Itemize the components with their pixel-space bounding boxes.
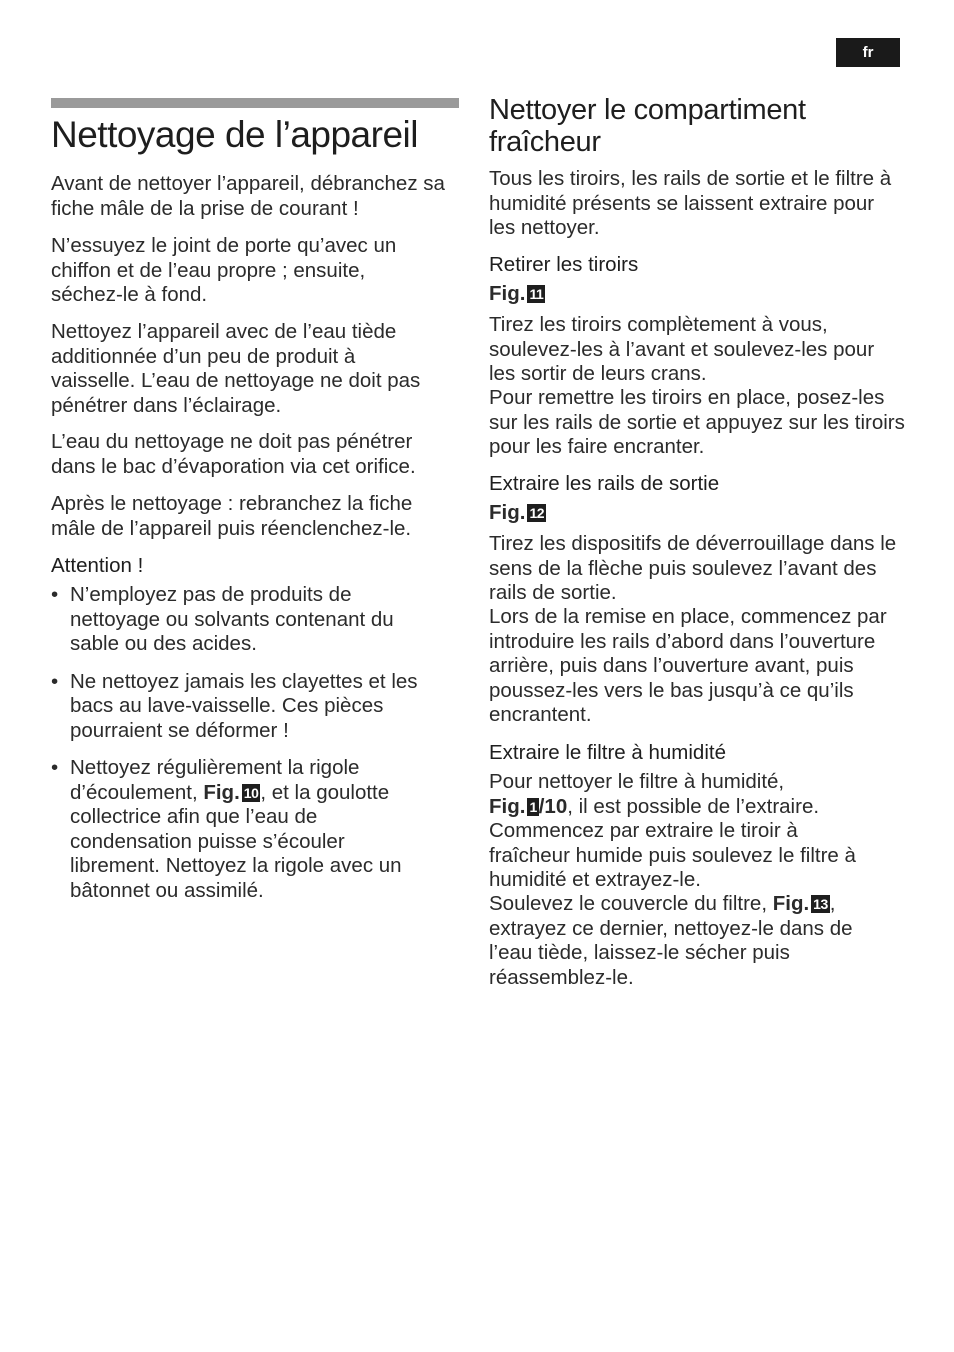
fig-reference: Fig.: [772, 892, 810, 915]
paragraph-filter-intro: [489, 770, 889, 819]
fig-number-badge: 1: [529, 798, 537, 815]
page-title: Nettoyage de l’appareil: [51, 114, 418, 155]
paragraph-door-seal: N’essuyez le joint de porte qu’avec un chiffon et de l’eau propre ; ensuite, séchez-le à fond.: [51, 234, 397, 306]
subheading-rails: Extraire les rails de sortie: [489, 472, 720, 495]
filter-cover-start: Soulevez le couvercle du filtre,: [489, 892, 768, 915]
fig-line: [489, 501, 546, 526]
section-title: Nettoyer le compartiment fraîcheur: [489, 94, 806, 158]
fig-suffix: /10: [538, 794, 568, 818]
list-item: • Ne nettoyez jamais les clayettes et les bacs au lave-vaisselle. Ces pièces pourraient se déformer !: [51, 670, 435, 744]
subheading-remove-drawers: Retirer les tiroirs: [489, 253, 639, 276]
paragraph-replace-drawers: Pour remettre les tiroirs en place, posez-les sur les rails de sortie et appuyez sur les tiroirs pour les faire encranter.: [489, 386, 905, 458]
bullet-text-start: Nettoyez régulièrement la rigole d’écoulement,: [70, 756, 360, 804]
attention-list: [51, 583, 441, 903]
paragraph-intro: Tous les tiroirs, les rails de sortie et le filtre à humidité présents se laissent extraire pour les nettoyer.: [489, 167, 892, 239]
fig-reference: Fig.: [489, 282, 526, 305]
subheading-humidity-filter: Extraire le filtre à humidité: [489, 741, 726, 764]
paragraph-after-cleaning: Après le nettoyage : rebranchez la fiche mâle de l’appareil puis réenclenchez-le.: [51, 492, 413, 540]
section-rule: [51, 98, 459, 108]
filter-line2: , il est possible de l’extraire.: [567, 794, 820, 818]
paragraph-filter-extract: Commencez par extraire le tiroir à fraîcheur humide puis soulevez le filtre à humidité et extrayez-le.: [489, 819, 856, 891]
filter-cover-end: , extrayez ce dernier, nettoyez-le dans de l’eau tiède, laissez-le sécher puis réassemblez-le.: [489, 892, 853, 989]
filter-line1: Pour nettoyer le filtre à humidité,: [489, 770, 785, 793]
fig-reference: Fig.: [203, 780, 240, 804]
paragraph-evaporation: L’eau du nettoyage ne doit pas pénétrer dans le bac d’évaporation via cet orifice.: [51, 430, 416, 478]
bullet-text-end: , et la goulotte collectrice afin que l’eau de condensation puisse s’écouler librement. Nettoyez la rigole avec un bâtonnet ou assimilé.: [70, 780, 402, 902]
paragraph-rails-refit: Lors de la remise en place, commencez par introduire les rails d’abord dans l’ouverture arrière, puis dans l’ouverture avant, puis poussez-les vers le bas jusqu’à ce qu’ils encrantent.: [489, 605, 887, 726]
paragraph-remove-drawers: Tirez les tiroirs complètement à vous, soulevez-les à l’avant et soulevez-les pour les sortir de leurs crans.: [489, 313, 875, 385]
paragraph-rails-unlock: Tirez les dispositifs de déverrouillage dans le sens de la flèche puis soulevez l’avant des rails de sortie.: [489, 532, 897, 604]
paragraph-filter-cover: [489, 892, 869, 990]
list-item: [51, 756, 430, 903]
attention-heading: Attention !: [51, 554, 144, 577]
fig-number-badge: 12: [529, 505, 545, 521]
list-item: • N’employez pas de produits de nettoyage ou solvants contenant du sable ou des acides.: [51, 583, 425, 657]
fig-reference: Fig.: [489, 794, 526, 818]
fig-number-badge: 11: [529, 286, 544, 302]
paragraph-unplug: Avant de nettoyer l’appareil, débranchez sa fiche mâle de la prise de courant !: [51, 172, 445, 220]
fig-number-badge: 13: [813, 896, 828, 912]
language-tag: fr: [836, 38, 900, 67]
fig-number-badge: 10: [243, 784, 259, 801]
fig-reference: Fig.: [489, 501, 526, 524]
paragraph-warm-water: Nettoyez l’appareil avec de l’eau tiède additionnée d’un peu de produit à vaisselle. L’eau de nettoyage ne doit pas pénétrer dans l’éclairage.: [51, 320, 421, 417]
fig-line: [489, 282, 545, 307]
